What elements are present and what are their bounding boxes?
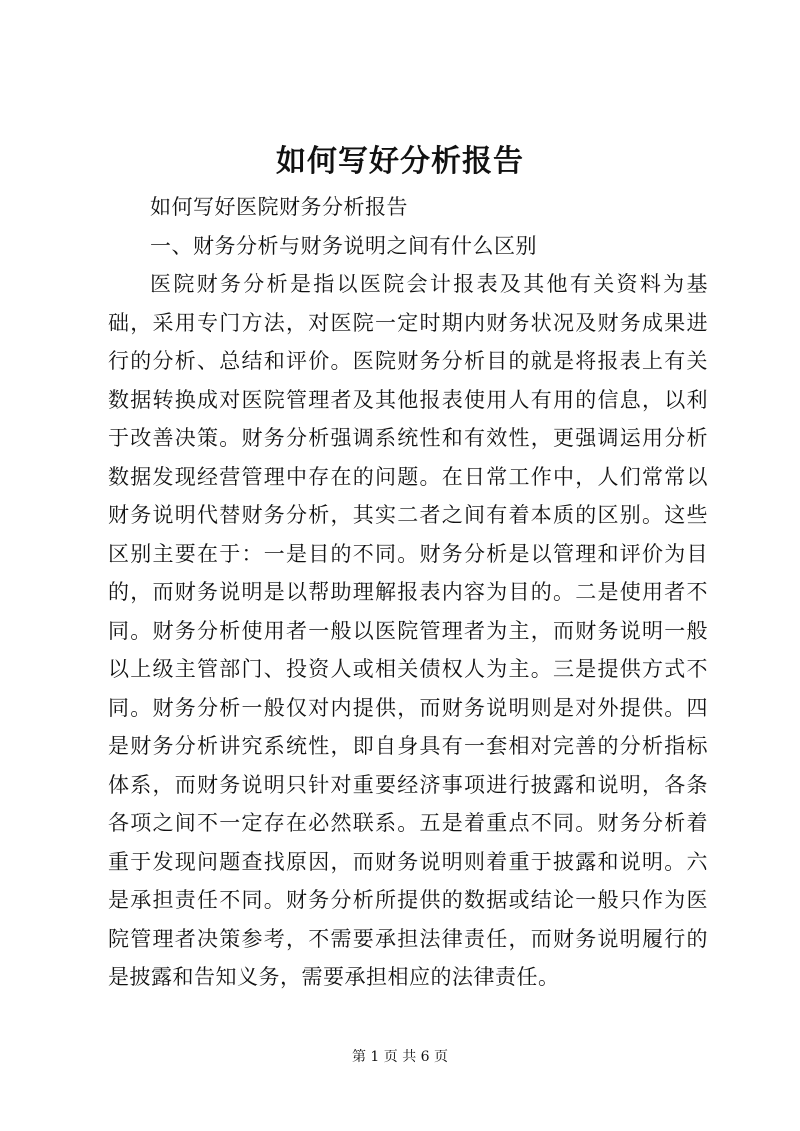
document-title: 如何写好分析报告 [276,144,524,179]
subtitle: 如何写好医院财务分析报告 [150,195,408,219]
section-heading: 一、财务分析与财务说明之间有什么区别 [150,233,537,258]
document-body [108,188,708,997]
body-paragraph: 医院财务分析是指以医院会计报表及其他有关资料为基础，采用专门方法，对医院一定时期内财务状况及财务成果进行的分析、总结和评价。医院财务分析目的就是将报表上有关数据转换成对医院管理者及其他报表使用人有用的信息，以利于改善决策。财务分析强调系统性和有效性，更强调运用分析数据发现经营管理中存在的问题。在日常工作中，人们常常以财务说明代替财务分析，其实二者之间有着本质的区别。这些区别主要在于：一是目的不同。财务分析是以管理和评价为目的，而财务说明是以帮助理解报表内容为目的。二是使用者不同。财务分析使用者一般以医院管理者为主，而财务说明一般以上级主管部门、投资人或相关债权人为主。三是提供方式不同。财务分析一般仅对内提供，而财务说明则是对外提供。四是财务分析讲究系统性，即自身具有一套相对完善的分析指标体系，而财务说明只针对重要经济事项进行披露和说明，各条各项之间不一定存在必然联系。五是着重点不同。财务分析着重于发现问题查找原因，而财务说明则着重于披露和说明。六是承担责任不同。财务分析所提供的数据或结论一般只作为医院管理者决策参考，不需要承担法律责任，而财务说明履行的是披露和告知义务，需要承担相应的法律责任。 [108,272,708,989]
page-number: 第 1 页 共 6 页 [351,1049,449,1065]
